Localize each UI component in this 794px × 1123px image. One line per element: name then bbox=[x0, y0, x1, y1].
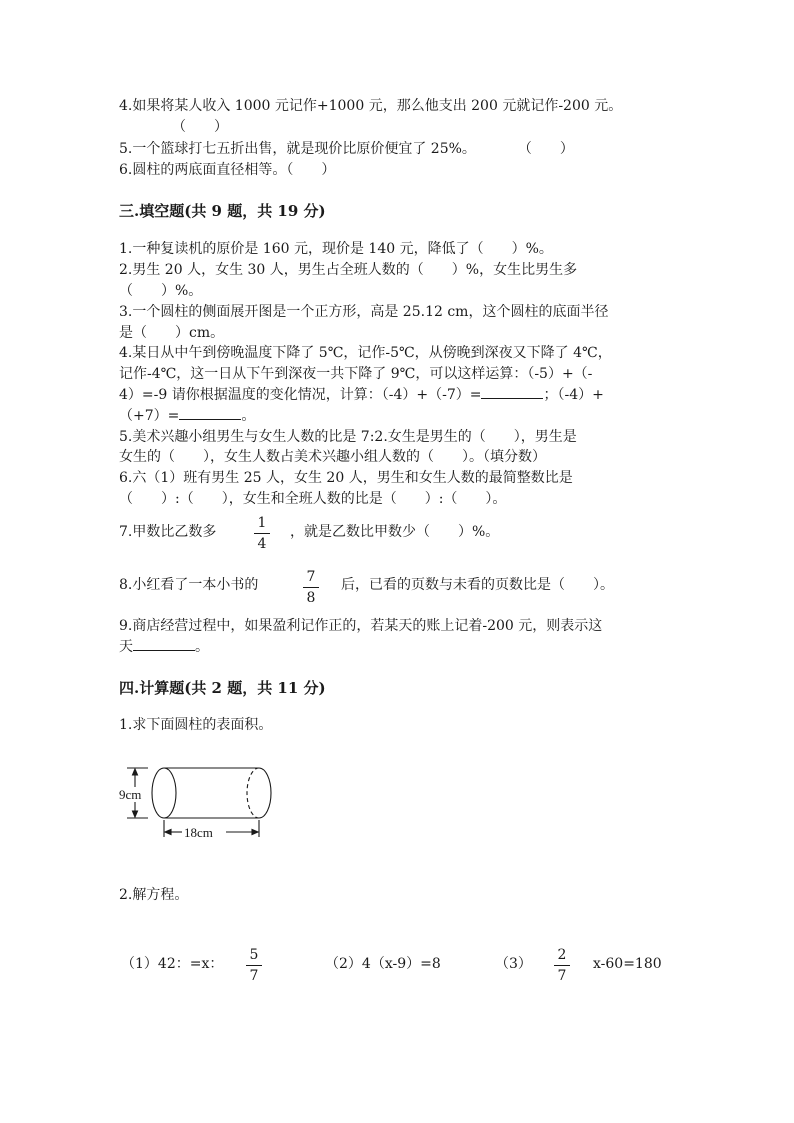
cylinder-height-label: 9cm bbox=[119, 787, 142, 802]
fill-q7-text-b: ，就是乙数比甲数少（ ）%。 bbox=[290, 524, 500, 540]
fill-q9-line1: 9.商店经营过程中，如果盈利记作正的，若某天的账上记着-200 元，则表示这 bbox=[119, 618, 603, 634]
fill-q3-line2: 是（ ）cm。 bbox=[119, 325, 225, 341]
judge-q4: 4.如果将某人收入 1000 元记作+1000 元，那么他支出 200 元就记作-200 元。 bbox=[119, 98, 623, 114]
fill-q2-line2: （ ）%。 bbox=[119, 283, 203, 299]
fill-q4-line1: 4.某日从中午到傍晚温度下降了 5℃，记作-5℃，从傍晚到深夜又下降了 4℃， bbox=[119, 345, 612, 361]
fill-q7-text-a: 7.甲数比乙数多 bbox=[119, 524, 217, 540]
fill-q8-text-b: 后，已看的页数与未看的页数比是（ ）。 bbox=[341, 577, 614, 593]
fraction-seven-eighths: 7 8 bbox=[301, 570, 321, 605]
fill-q4-line4: （+7）= 。 bbox=[119, 408, 256, 424]
cylinder-figure bbox=[118, 760, 288, 842]
fill-q6-line1: 6.六（1）班有男生 25 人，女生 20 人，男生和女生人数的最简整数比是 bbox=[119, 470, 573, 486]
fill-q8-text-a: 8.小红看了一本小书的 bbox=[119, 577, 259, 593]
equation-1: （1）42：=x： bbox=[121, 956, 224, 972]
equation-3-prefix: （3） bbox=[495, 956, 532, 972]
fraction-two-sevenths: 2 7 bbox=[552, 948, 572, 983]
calc-q2: 2.解方程。 bbox=[119, 887, 189, 903]
cylinder-length-label: 18cm bbox=[184, 825, 213, 840]
section4-title: 四.计算题(共 2 题，共 11 分) bbox=[119, 679, 326, 697]
judge-q5: 5.一个篮球打七五折出售，就是现价比原价便宜了 25%。 （ ） bbox=[119, 141, 574, 157]
answer-blank bbox=[481, 386, 543, 399]
fill-q6-line2: （ ）:（ ），女生和全班人数的比是（ ）:（ ）。 bbox=[119, 491, 507, 507]
fraction-five-sevenths: 5 7 bbox=[244, 948, 264, 983]
fill-q5-line2: 女生的（ ），女生人数占美术兴趣小组人数的（ ）。（填分数） bbox=[119, 449, 546, 465]
equation-3-suffix: x-60=180 bbox=[593, 956, 662, 972]
fill-q2-line1: 2.男生 20 人，女生 30 人，男生占全班人数的（ ）%，女生比男生多 bbox=[119, 262, 578, 278]
fraction-one-quarter: 1 4 bbox=[252, 516, 272, 551]
fill-q4-line2: 记作-4℃，这一日从下午到深夜一共下降了 9℃，可以这样运算：（-5）+（- bbox=[119, 366, 593, 382]
fill-q3-line1: 3.一个圆柱的侧面展开图是一个正方形，高是 25.12 cm，这个圆柱的底面半径 bbox=[119, 304, 609, 320]
fill-q4-line3: 4）=-9 请你根据温度的变化情况，计算：（-4）+（-7）= ；（-4）+ bbox=[119, 387, 604, 403]
fill-q9-line2: 天 。 bbox=[119, 639, 209, 655]
judge-q6: 6.圆柱的两底面直径相等。（ ） bbox=[119, 162, 336, 178]
equation-2: （2）4（x-9）=8 bbox=[325, 956, 441, 972]
answer-blank bbox=[179, 407, 241, 420]
fill-q5-line1: 5.美术兴趣小组男生与女生人数的比是 7:2.女生是男生的（ ），男生是 bbox=[119, 429, 577, 445]
judge-q4-paren: （ ） bbox=[172, 119, 228, 135]
section3-title: 三.填空题(共 9 题，共 19 分) bbox=[119, 202, 326, 220]
calc-q1: 1.求下面圆柱的表面积。 bbox=[119, 717, 273, 733]
answer-blank bbox=[133, 638, 195, 651]
fill-q1: 1.一种复读机的原价是 160 元，现价是 140 元，降低了（ ）%。 bbox=[119, 241, 553, 257]
